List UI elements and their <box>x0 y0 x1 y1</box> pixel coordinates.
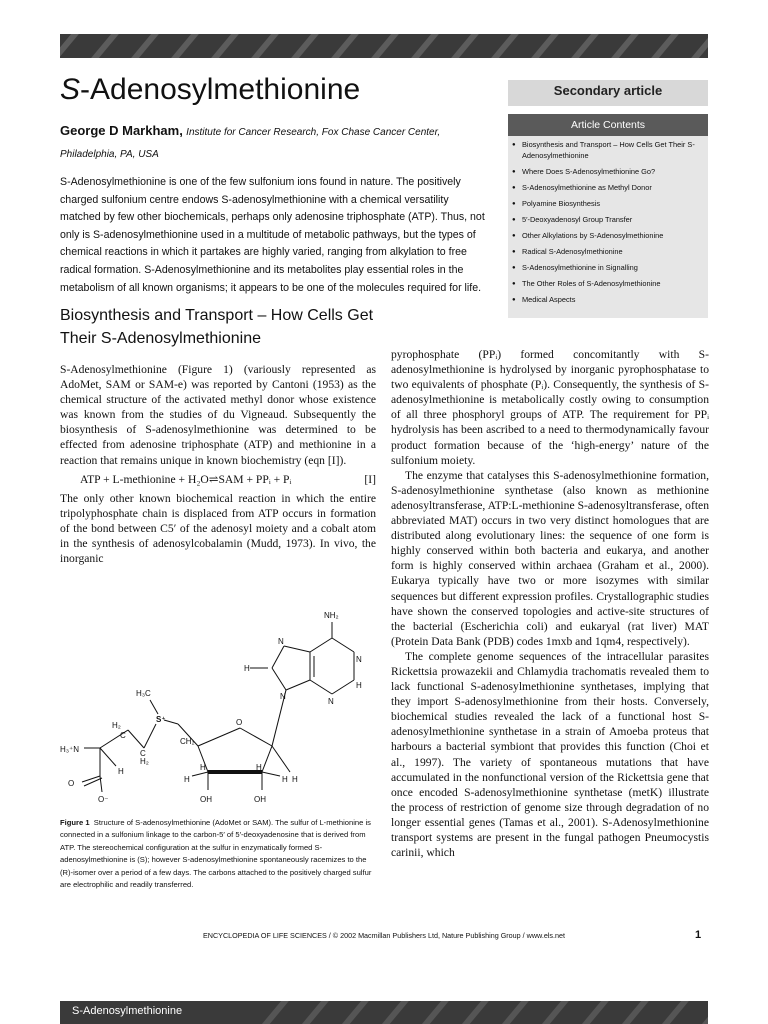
n-atom-label: N <box>280 692 286 701</box>
contents-item[interactable]: ● Other Alkylations by S-Adenosylmethionine <box>512 231 706 242</box>
column-right <box>391 347 709 860</box>
author-name: George D Markham, <box>60 123 183 138</box>
running-head-bar <box>60 1001 708 1024</box>
article-type-label: Secondary article <box>553 83 663 98</box>
contents-list <box>512 140 706 311</box>
figure-caption <box>60 817 378 891</box>
c-atom-label: C <box>120 731 126 740</box>
n-atom-label: N <box>278 637 284 646</box>
n-atom-label: N <box>328 697 334 706</box>
abstract: S-Adenosylmethionine is one of the few sulfonium ions found in nature. The positively charged sulfonium centre endows S-adenosylmethionine with a chemical versatility matched by few other biochemicals, perhaps only adenosine triphosphate (ATP). Thus, not only is S-adenosylmethionine used in a multitude of metabolic pathways, but the types of chemical reactions in which it partakes are highly varied, ranging from alkylation to free radical formation. S-Adenosylmethionine and its metabolites play essential roles in the metabolism of all known organisms; it appears to be one of the molecules required for life. <box>60 176 485 294</box>
paragraph: The enzyme that catalyses this S-adenosylmethionine formation, S-adenosylmethionine synthetase (also known as methionine adenosyltransferase, ATP:L-methionine S-adenosyltransferase, often abbreviated MAT) occurs in two very distinct homologues that are distributed along evolutionary lines: the sequence of one form is highly conserved within both bacteria and eukarya, and another form is highly conserved within archaea (Graham et al., 2000). Eukarya typically have two or more isozymes with similar sequences but different expression profiles. Crystallographic studies have shown the conserved topologies and active-site structures of the bacterial (Escherichia coli) and eukaryal (rat liver) MAT (Protein Data Bank (PDB) codes 1mxb and 1qm4, respectively). <box>391 468 709 648</box>
n-atom-label: N <box>356 655 362 664</box>
running-head: S-Adenosylmethionine <box>72 1005 183 1017</box>
amino-label: NH₂ <box>324 611 339 620</box>
paragraph: S-Adenosylmethionine (Figure 1) (variously represented as AdoMet, SAM or SAM-e) was reported by Cantoni (1953) as the chemical structure of the activated methyl donor whose existence was known from the studies of du Vigneaud. Subsequently the biosynthesis of S-adenosylmethionine was determined to be effected from adenosine triphosphate (ATP) and methionine in a reaction that remains unique in known biochemistry (eqn [I]). <box>60 363 376 467</box>
ammonium-label: H₃⁺N <box>60 745 80 754</box>
paragraph: The complete genome sequences of the intracellular parasites Rickettsia prowazekii and Chlamydia trachomatis revealed them to lack functional S-adenosylmethionine synthetases, implying that they import S-adenosylmethionine from their hosts. Conversely, biochemical studies revealed the lack of a functional host S-adenosylmethionine synthetase in a strain of Amoeba proteus that harbours a bacterial symbiont that provides this function (Choi et al., 1997). The variety of spontaneous mutations that have accumulated in the nonfunctional version of the Rickettsia gene that once encoded S-adenosylmethionine synthetase (metK) illustrate the process of restriction of genome size through degradation of no longer essential genes (Tamas et al., 2001). S-Adenosylmethionine transport systems are present in the fungal pathogen Pneumocystis carinii, which <box>391 649 709 860</box>
h-atom-label: H <box>292 775 298 784</box>
author-affiliation: Institute for Cancer Research, Fox Chase Cancer Center, Philadelphia, PA, USA <box>60 127 441 160</box>
h-atom-label: H <box>282 775 288 784</box>
h-atom-label: H <box>118 767 124 776</box>
h2-label: H₂ <box>112 721 121 730</box>
sulfonium-label: S⁺ <box>156 715 166 724</box>
o-atom-label: O <box>236 718 243 727</box>
section-heading: Biosynthesis and Transport – How Cells Get Their S-Adenosylmethionine <box>60 307 374 347</box>
contents-item[interactable]: ● Where Does S-Adenosylmethionine Go? <box>512 167 706 178</box>
contents-item[interactable]: ● Polyamine Biosynthesis <box>512 199 706 210</box>
paragraph: pyrophosphate (PPᵢ) formed concomitantly with S-adenosylmethionine is hydrolysed by inorganic pyrophosphatase to two equivalents of phosphate (Pᵢ). Consequently, the synthesis of S-adenosylmethionine is metabolically costly owing to consumption of all three phosphoryl groups of ATP. The requirement for PPᵢ hydrolysis has been ascribed to a need to thermodynamically favour product formation because of the ‘high-energy’ nature of the sulfonium moiety. <box>391 348 709 467</box>
equation <box>60 472 376 487</box>
page-title: S-Adenosylmethionine <box>60 73 361 106</box>
paragraph: The only other known biochemical reaction in which the entire tripolyphosphate chain is displaced from ATP occurs in formation of the bond between C5′ of the adenosyl moiety and a cobalt atom in the synthesis of adenosylcobalamin (Mudd, 1973). In vivo, the inorganic <box>60 491 376 566</box>
carboxylate-label: O⁻ <box>98 795 109 804</box>
sam-structure-diagram <box>60 600 380 810</box>
contents-item[interactable]: ● S-Adenosylmethionine as Methyl Donor <box>512 183 706 194</box>
c-atom-label: C <box>140 749 146 758</box>
h-atom-label: H <box>200 763 206 772</box>
ch2-label: CH₂ <box>180 737 195 746</box>
caption-label: Figure 1 <box>60 818 90 827</box>
page-number: 1 <box>695 929 702 941</box>
contents-item[interactable]: ● Biosynthesis and Transport – How Cells Get Their S-Adenosylmethionine <box>512 140 706 161</box>
contents-item[interactable]: ● S-Adenosylmethionine in Signalling <box>512 263 706 274</box>
methyl-label: H₃C <box>136 689 151 698</box>
structure-figure <box>60 600 380 810</box>
contents-item[interactable]: ● 5′-Deoxyadenosyl Group Transfer <box>512 215 706 226</box>
h-atom-label: H <box>244 664 250 673</box>
h-atom-label: H <box>356 681 362 690</box>
column-left <box>60 362 376 566</box>
oh-label: OH <box>200 795 212 804</box>
equation-label: [I] <box>364 472 376 486</box>
caption-text: Structure of S-adenosylmethionine (AdoMet or SAM). The sulfur of L-methionine is connected in a sulfonium linkage to the carbon-5′ of 5′-deoxyadenosine that is derived from ATP. The stereochemical configuration at the sulfur in enzymatically formed S-adenosylmethionine is (S); however S-adenosylmethionine spontaneously racemizes to the (R)-isomer over a period of a few days. The carbons attached to the positively charged sulfur are electrophilic and readily transferred. <box>60 818 372 890</box>
contents-item[interactable]: ● Radical S-Adenosylmethionine <box>512 247 706 258</box>
oh-label: OH <box>254 795 266 804</box>
o-atom-label: O <box>68 779 75 788</box>
top-banner <box>60 34 708 58</box>
footer-citation: ENCYCLOPEDIA OF LIFE SCIENCES / © 2002 Macmillan Publishers Ltd, Nature Publishing Group / www.els.net <box>202 931 566 940</box>
h-atom-label: H <box>256 763 262 772</box>
contents-item[interactable]: ● Medical Aspects <box>512 295 706 306</box>
h2-label: H₂ <box>140 757 149 766</box>
author-line <box>60 121 490 165</box>
equation-text: ATP + L-methionine + H₂O⇌SAM + PPᵢ + Pᵢ <box>80 472 292 486</box>
banner-pattern-icon <box>60 34 708 58</box>
h-atom-label: H <box>184 775 190 784</box>
contents-heading: Article Contents <box>508 114 708 136</box>
contents-item[interactable]: ● The Other Roles of S-Adenosylmethionine <box>512 279 706 290</box>
